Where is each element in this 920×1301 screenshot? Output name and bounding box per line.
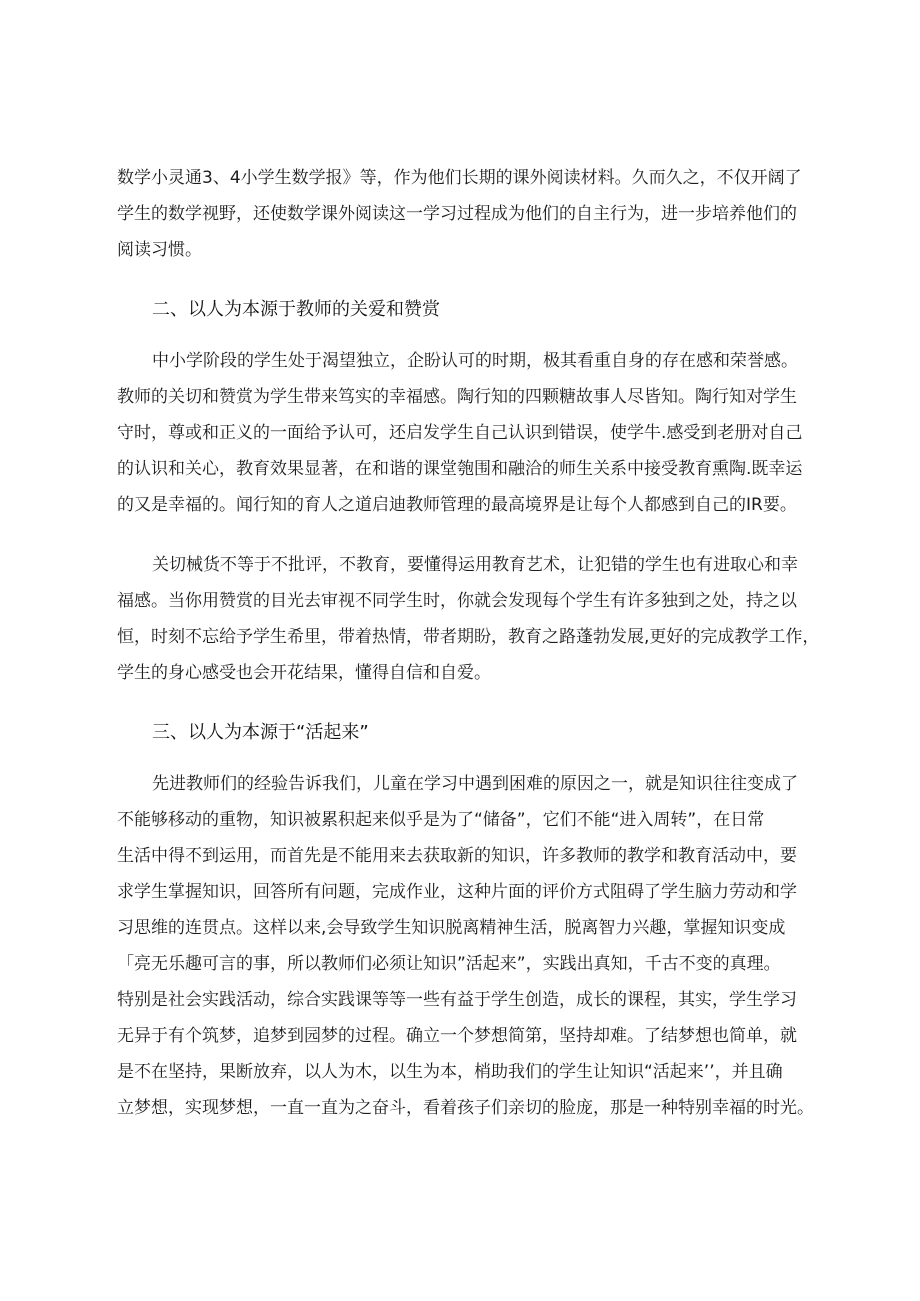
paragraph-1-line-3: 阅读习惯。 (117, 240, 202, 260)
paragraph-4-line-8: 无异于有个筑梦，追梦到园梦的过程。确立一个梦想简第，坚持却难。了结梦想也简单，就 (117, 1026, 797, 1046)
paragraph-4-line-6: 「亮无乐趣可言的事，所以教师们必须让知识”活起来”，实践出真知，千古不变的真理。 (117, 954, 781, 974)
section-heading-3: 三、以人为本源于“活起来” (152, 722, 369, 743)
paragraph-3-line-4: 学生的身心感受也会开花结果，懂得自信和自爱。 (117, 663, 491, 683)
paragraph-3-line-1: 关切械货不等于不批评，不教育，要懂得运用教育艺术，让犯错的学生也有进取心和幸 (152, 555, 798, 575)
paragraph-4-line-10: 立梦想，实现梦想，一直一直为之奋斗，看着孩子们亲切的脸庞，那是一种特别幸福的时光。 (117, 1098, 814, 1118)
paragraph-4-line-3: 生活中得不到运用，而首先是不能用来去获取新的知识，许多教师的教学和教育活动中，要 (117, 846, 797, 866)
paragraph-2-line-5: 的又是幸福的。闻行知的育人之道启迪教师管理的最高境界是让每个人都感到自己的IR要。 (117, 495, 797, 515)
paragraph-4-line-9: 是不在坚持，果断放弃，以人为木，以生为本，梢助我们的学生让知识“活起来’’，并且确 (117, 1062, 783, 1082)
paragraph-2-line-1: 中小学阶段的学生处于渴望独立，企盼认可的时期，极其看重自身的存在感和荣誉感。 (152, 351, 798, 371)
paragraph-2-line-2: 教师的关切和赞赏为学生带来笃实的幸福感。陶行知的四颗糖故事人尽皆知。陶行知对学生 (117, 387, 797, 407)
paragraph-1-line-2: 学生的数学视野，还使数学课外阅读这一学习过程成为他们的自主行为，进一步培养他们的 (117, 204, 797, 224)
paragraph-2-line-3: 守时，尊或和正义的一面给予认可，还启发学生自己认识到错误，使学牛.感受到老册对自己 (117, 423, 803, 443)
paragraph-2-line-4: 的认识和关心，教育效果显著，在和谐的课堂匏围和融洽的师生关系中接受教育熏陶.既幸运 (117, 459, 803, 479)
paragraph-3-line-3: 恒，时刻不忘给予学生希里，带着热情，带者期盼，教育之路蓬勃发展,更好的完成教学工作， (117, 627, 820, 647)
paragraph-4-line-4: 求学生掌握知识，回答所有问题，完成作业，这种片面的评价方式阻碍了学生脑力劳动和学 (117, 882, 797, 902)
paragraph-4-line-2: 不能够移动的重物，知识被累积起来似乎是为了“储备”，它们不能“进入周转”，在日常 (117, 810, 765, 830)
paragraph-4-line-1: 先进教师们的经验告诉我们，儿童在学习中遇到困难的原因之一，就是知识往往变成了 (152, 774, 798, 794)
section-heading-2: 二、以人为本源于教师的关爱和赞赏 (152, 299, 440, 320)
paragraph-1-line-1: 数学小灵通3、4小学生数学报》等，作为他们长期的课外阅读材料。久而久之，不仅开阔了 (117, 168, 802, 188)
paragraph-3-line-2: 福感。当你用赞赏的目光去审视不同学生时，你就会发现每个学生有许多独到之处，持之以 (117, 591, 797, 611)
paragraph-4-line-5: 习思维的连贯点。这样以来,会导致学生知识脱离精神生活，脱离智力兴趣，掌握知识变成 (117, 918, 786, 938)
paragraph-4-line-7: 特别是社会实践活动，综合实践课等等一些有益于学生创造，成长的课程，其实，学生学习 (117, 990, 797, 1010)
